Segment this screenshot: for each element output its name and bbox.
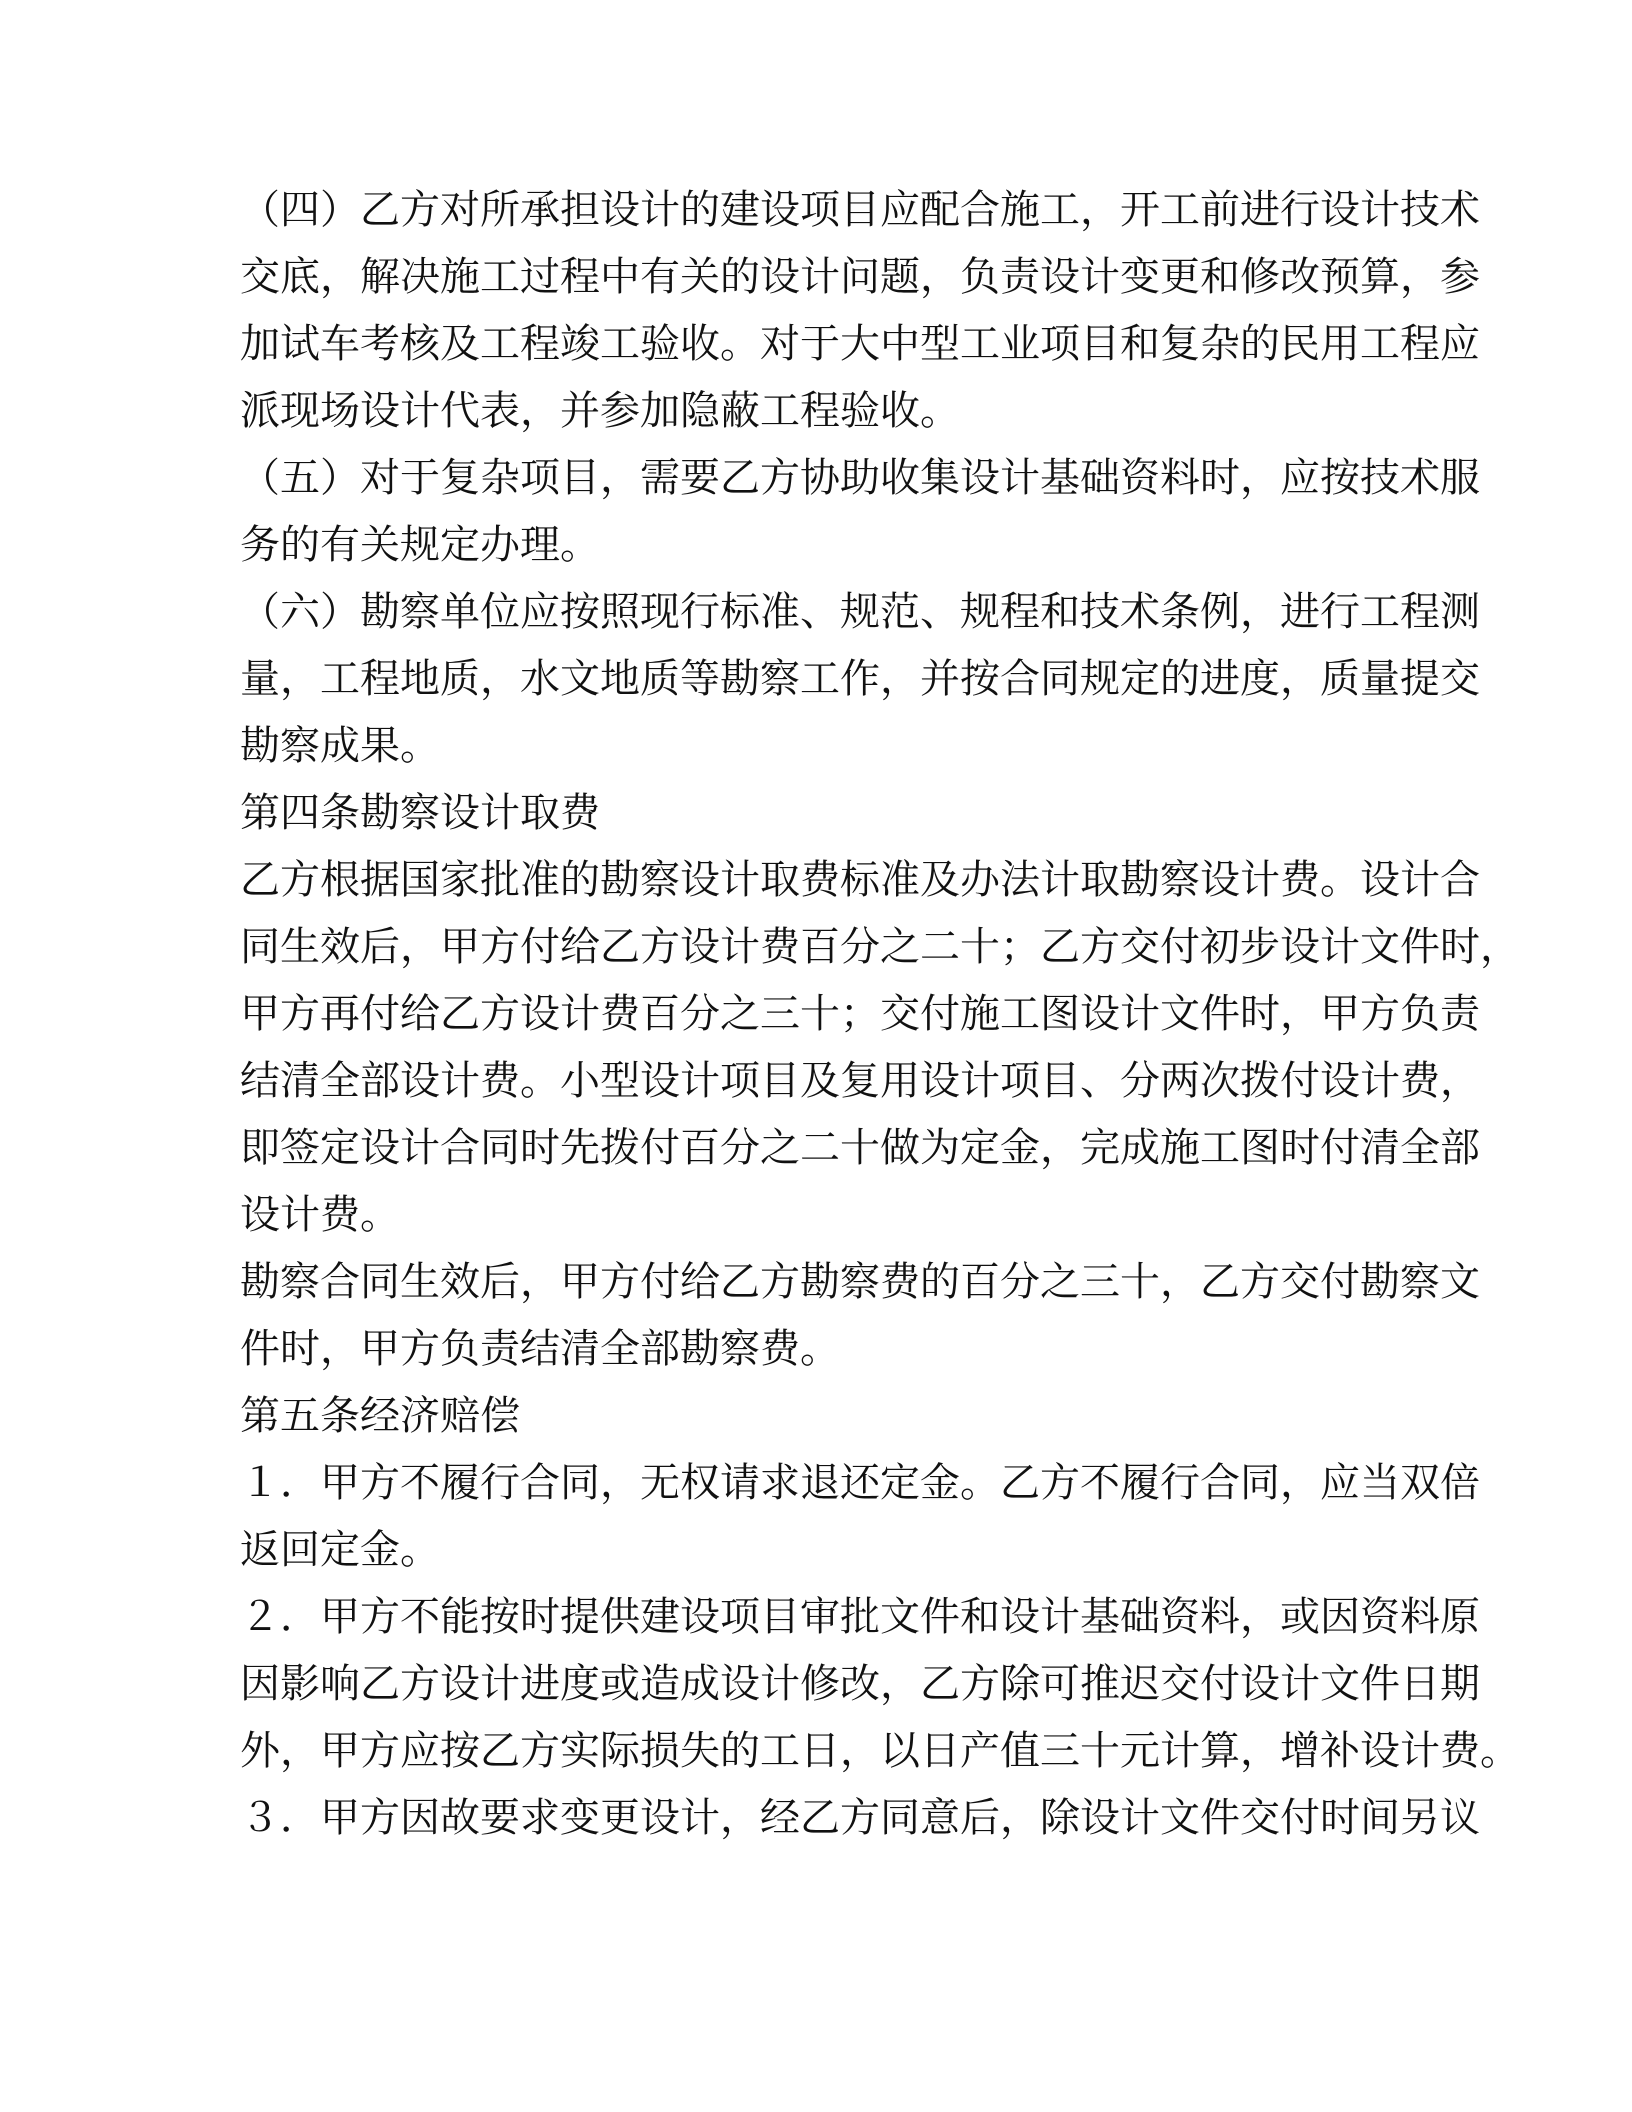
section-heading: 第五条经济赔偿 <box>240 1393 520 1439</box>
text-line: 因影响乙方设计进度或造成设计修改，乙方除可推迟交付设计文件日期 <box>240 1661 1480 1707</box>
text-line: 外，甲方应按乙方实际损失的工日，以日产值三十元计算，增补设计费。 <box>240 1728 1520 1774</box>
text-line: １．甲方不履行合同，无权请求退还定金。乙方不履行合同，应当双倍 <box>240 1460 1480 1506</box>
text-line: 即签定设计合同时先拨付百分之二十做为定金，完成施工图时付清全部 <box>240 1125 1480 1171</box>
text-line: 派现场设计代表，并参加隐蔽工程验收。 <box>240 388 960 434</box>
text-line: 甲方再付给乙方设计费百分之三十；交付施工图设计文件时，甲方负责 <box>240 991 1480 1037</box>
text-line: 勘察合同生效后，甲方付给乙方勘察费的百分之三十，乙方交付勘察文 <box>240 1259 1480 1305</box>
text-line: （四）乙方对所承担设计的建设项目应配合施工，开工前进行设计技术 <box>240 187 1480 233</box>
text-line: 结清全部设计费。小型设计项目及复用设计项目、分两次拨付设计费， <box>240 1058 1480 1104</box>
text-line: 乙方根据国家批准的勘察设计取费标准及办法计取勘察设计费。设计合 <box>240 857 1480 903</box>
text-line: ３．甲方因故要求变更设计，经乙方同意后，除设计文件交付时间另议 <box>240 1795 1480 1841</box>
text-line: 勘察成果。 <box>240 723 440 769</box>
text-line: ２．甲方不能按时提供建设项目审批文件和设计基础资料，或因资料原 <box>240 1594 1480 1640</box>
text-line: （六）勘察单位应按照现行标准、规范、规程和技术条例，进行工程测 <box>240 589 1480 635</box>
text-line: （五）对于复杂项目，需要乙方协助收集设计基础资料时，应按技术服 <box>240 455 1480 501</box>
text-line: 件时，甲方负责结清全部勘察费。 <box>240 1326 840 1372</box>
text-line: 加试车考核及工程竣工验收。对于大中型工业项目和复杂的民用工程应 <box>240 321 1480 367</box>
text-line: 务的有关规定办理。 <box>240 522 600 568</box>
text-line: 量，工程地质，水文地质等勘察工作，并按合同规定的进度，质量提交 <box>240 656 1480 702</box>
text-line: 同生效后，甲方付给乙方设计费百分之二十；乙方交付初步设计文件时， <box>240 924 1520 970</box>
text-line: 返回定金。 <box>240 1527 440 1573</box>
text-line: 设计费。 <box>240 1192 400 1238</box>
text-line: 交底，解决施工过程中有关的设计问题，负责设计变更和修改预算，参 <box>240 254 1480 300</box>
section-heading: 第四条勘察设计取费 <box>240 790 600 836</box>
